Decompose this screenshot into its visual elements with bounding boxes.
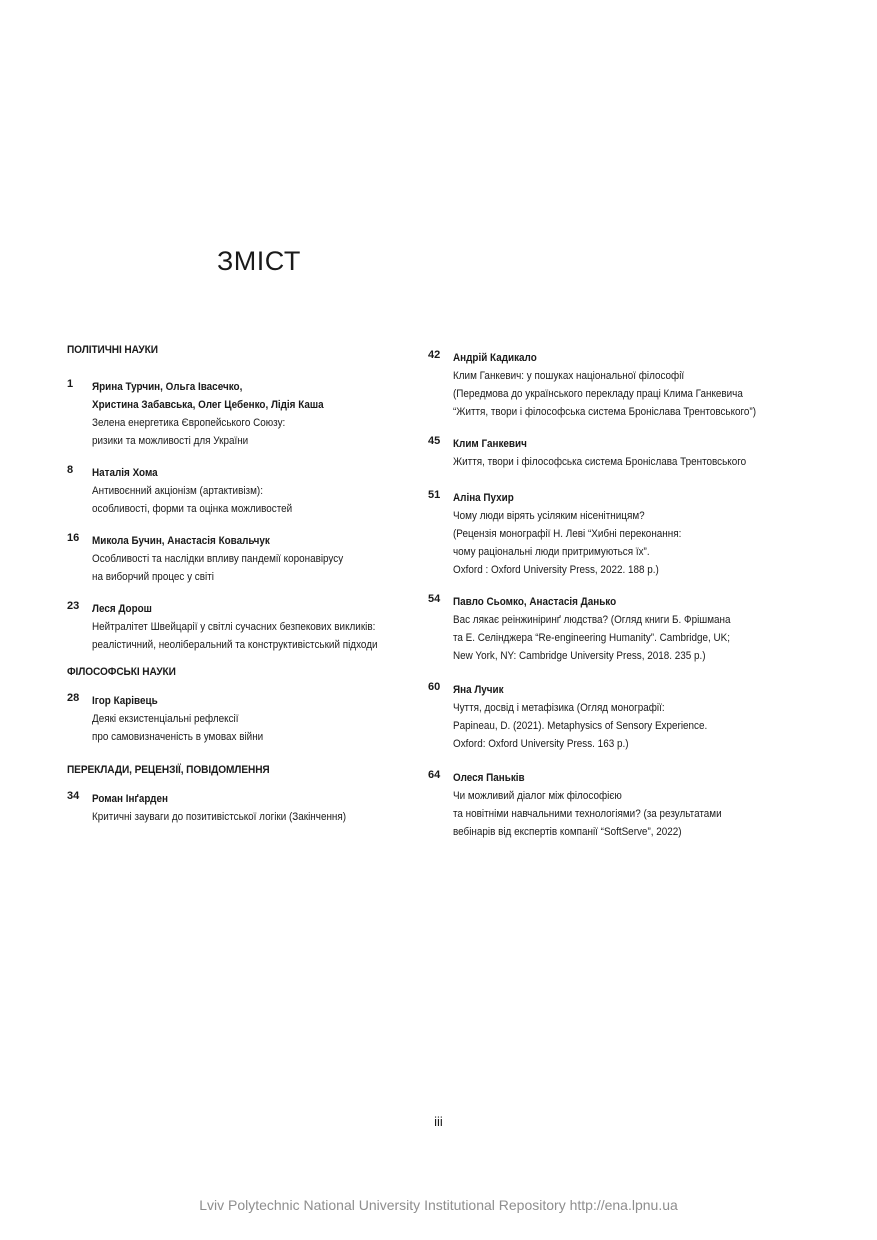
entry-title: ризики та можливості для України (92, 435, 249, 447)
entry-title: реалістичний, неоліберальний та конструктивістський підходи (92, 639, 378, 651)
toc-entry[interactable] (428, 349, 848, 421)
entry-title: (Рецензія монографії Н. Леві “Хибні переконання: (453, 528, 682, 540)
entry-title: Критичні зауваги до позитивістської логіки (Закінчення) (92, 811, 347, 823)
entry-page-number: 45 (428, 435, 441, 447)
section-heading: ПЕРЕКЛАДИ, РЕЦЕНЗІЇ, ПОВІДОМЛЕННЯ (67, 764, 270, 776)
repository-footer: Lviv Polytechnic National University Institutional Repository http://ena.lpnu.ua (199, 1197, 678, 1213)
entry-title: Вас лякає реінжиніринґ людства? (Огляд книги Б. Фрішмана (453, 614, 731, 626)
entry-page-number: 64 (428, 769, 441, 781)
entry-title: (Передмова до українського перекладу праці Клима Ганкевича (453, 388, 743, 400)
entry-page-number: 28 (67, 692, 80, 704)
entry-title: Нейтралітет Швейцарії у світлі сучасних безпекових викликів: (92, 621, 376, 633)
entry-authors: Роман Інґарден (92, 793, 168, 805)
page-number: iii (434, 1114, 443, 1129)
entry-authors: Ігор Карівець (92, 695, 158, 707)
entry-authors: Микола Бучин, Анастасія Ковальчук (92, 535, 270, 547)
entry-title: Життя, твори і філософська система Броніслава Трентовського (453, 456, 747, 468)
toc-entry[interactable] (428, 769, 848, 841)
toc-entry[interactable] (67, 378, 427, 450)
entry-page-number: 34 (67, 790, 80, 802)
toc-entry[interactable] (428, 681, 848, 753)
entry-page-number: 42 (428, 349, 441, 361)
entry-title: Зелена енергетика Європейського Союзу: (92, 417, 286, 429)
entry-authors: Аліна Пухир (453, 492, 514, 504)
entry-title: особливості, форми та оцінка можливостей (92, 503, 293, 515)
toc-entry[interactable] (428, 489, 848, 579)
entry-title: на виборчий процес у світі (92, 571, 214, 583)
entry-page-number: 8 (67, 464, 74, 476)
entry-title: Чуття, досвід і метафізика (Огляд монографії: (453, 702, 665, 714)
entry-authors: Яна Лучик (453, 684, 504, 696)
toc-entry[interactable] (67, 464, 427, 518)
entry-authors: Наталія Хома (92, 467, 158, 479)
entry-title: “Життя, твори і філософська система Броніслава Трентовського”) (453, 406, 757, 418)
entry-authors: Ярина Турчин, Ольга Івасечко, (92, 381, 243, 393)
toc-left-column (67, 344, 427, 826)
entry-title: Oxford : Oxford University Press, 2022. 188 p.) (453, 564, 659, 576)
entry-title: чому раціональні люди притримуються їх”. (453, 546, 650, 558)
entry-page-number: 60 (428, 681, 441, 693)
entry-authors: Христина Забавська, Олег Цебенко, Лідія Каша (92, 399, 324, 411)
page-title: ЗМІСТ (217, 246, 301, 276)
section-heading: ФІЛОСОФСЬКІ НАУКИ (67, 666, 176, 678)
entry-title: Papineau, D. (2021). Metaphysics of Sensory Experience. (453, 720, 708, 732)
entry-title: Чи можливий діалог між філософією (453, 790, 622, 802)
entry-title: вебінарів від експертів компанії “SoftServe”, 2022) (453, 826, 682, 838)
section-heading: ПОЛІТИЧНІ НАУКИ (67, 344, 158, 356)
entry-title: Антивоєнний акціонізм (артактивізм): (92, 485, 263, 497)
entry-authors: Павло Сьомко, Анастасія Данько (453, 596, 617, 608)
entry-title: Особливості та наслідки впливу пандемії коронавірусу (92, 553, 344, 565)
entry-title: New York, NY: Cambridge University Press, 2018. 235 p.) (453, 650, 706, 662)
toc-entry[interactable] (67, 692, 427, 746)
entry-page-number: 16 (67, 532, 80, 544)
entry-title: про самовизначеність в умовах війни (92, 731, 264, 743)
entry-page-number: 54 (428, 593, 441, 605)
entry-title: Чому люди вірять усіляким нісенітницям? (453, 510, 645, 522)
entry-authors: Андрій Кадикало (453, 352, 537, 364)
entry-page-number: 51 (428, 489, 441, 501)
entry-title: Клим Ганкевич: у пошуках національної філософії (453, 370, 685, 382)
entry-authors: Олеся Паньків (453, 772, 525, 784)
toc-entry[interactable] (428, 593, 848, 665)
entry-title: Oxford: Oxford University Press. 163 p.) (453, 738, 629, 750)
toc-entry[interactable] (67, 532, 427, 586)
entry-authors: Клим Ганкевич (453, 438, 527, 450)
toc-entry[interactable] (67, 600, 427, 654)
entry-page-number: 23 (67, 600, 80, 612)
entry-title: та Е. Селінджера “Re-engineering Humanity”. Cambridge, UK; (453, 632, 731, 644)
toc-entry[interactable] (428, 435, 848, 471)
toc-right-column (428, 349, 848, 841)
entry-authors: Леся Дорош (92, 603, 152, 615)
entry-page-number: 1 (67, 378, 74, 390)
entry-title: Деякі екзистенціальні рефлексії (92, 713, 239, 725)
toc-entry[interactable] (67, 790, 427, 826)
entry-title: та новітніми навчальними технологіями? (за результатами (453, 808, 722, 820)
